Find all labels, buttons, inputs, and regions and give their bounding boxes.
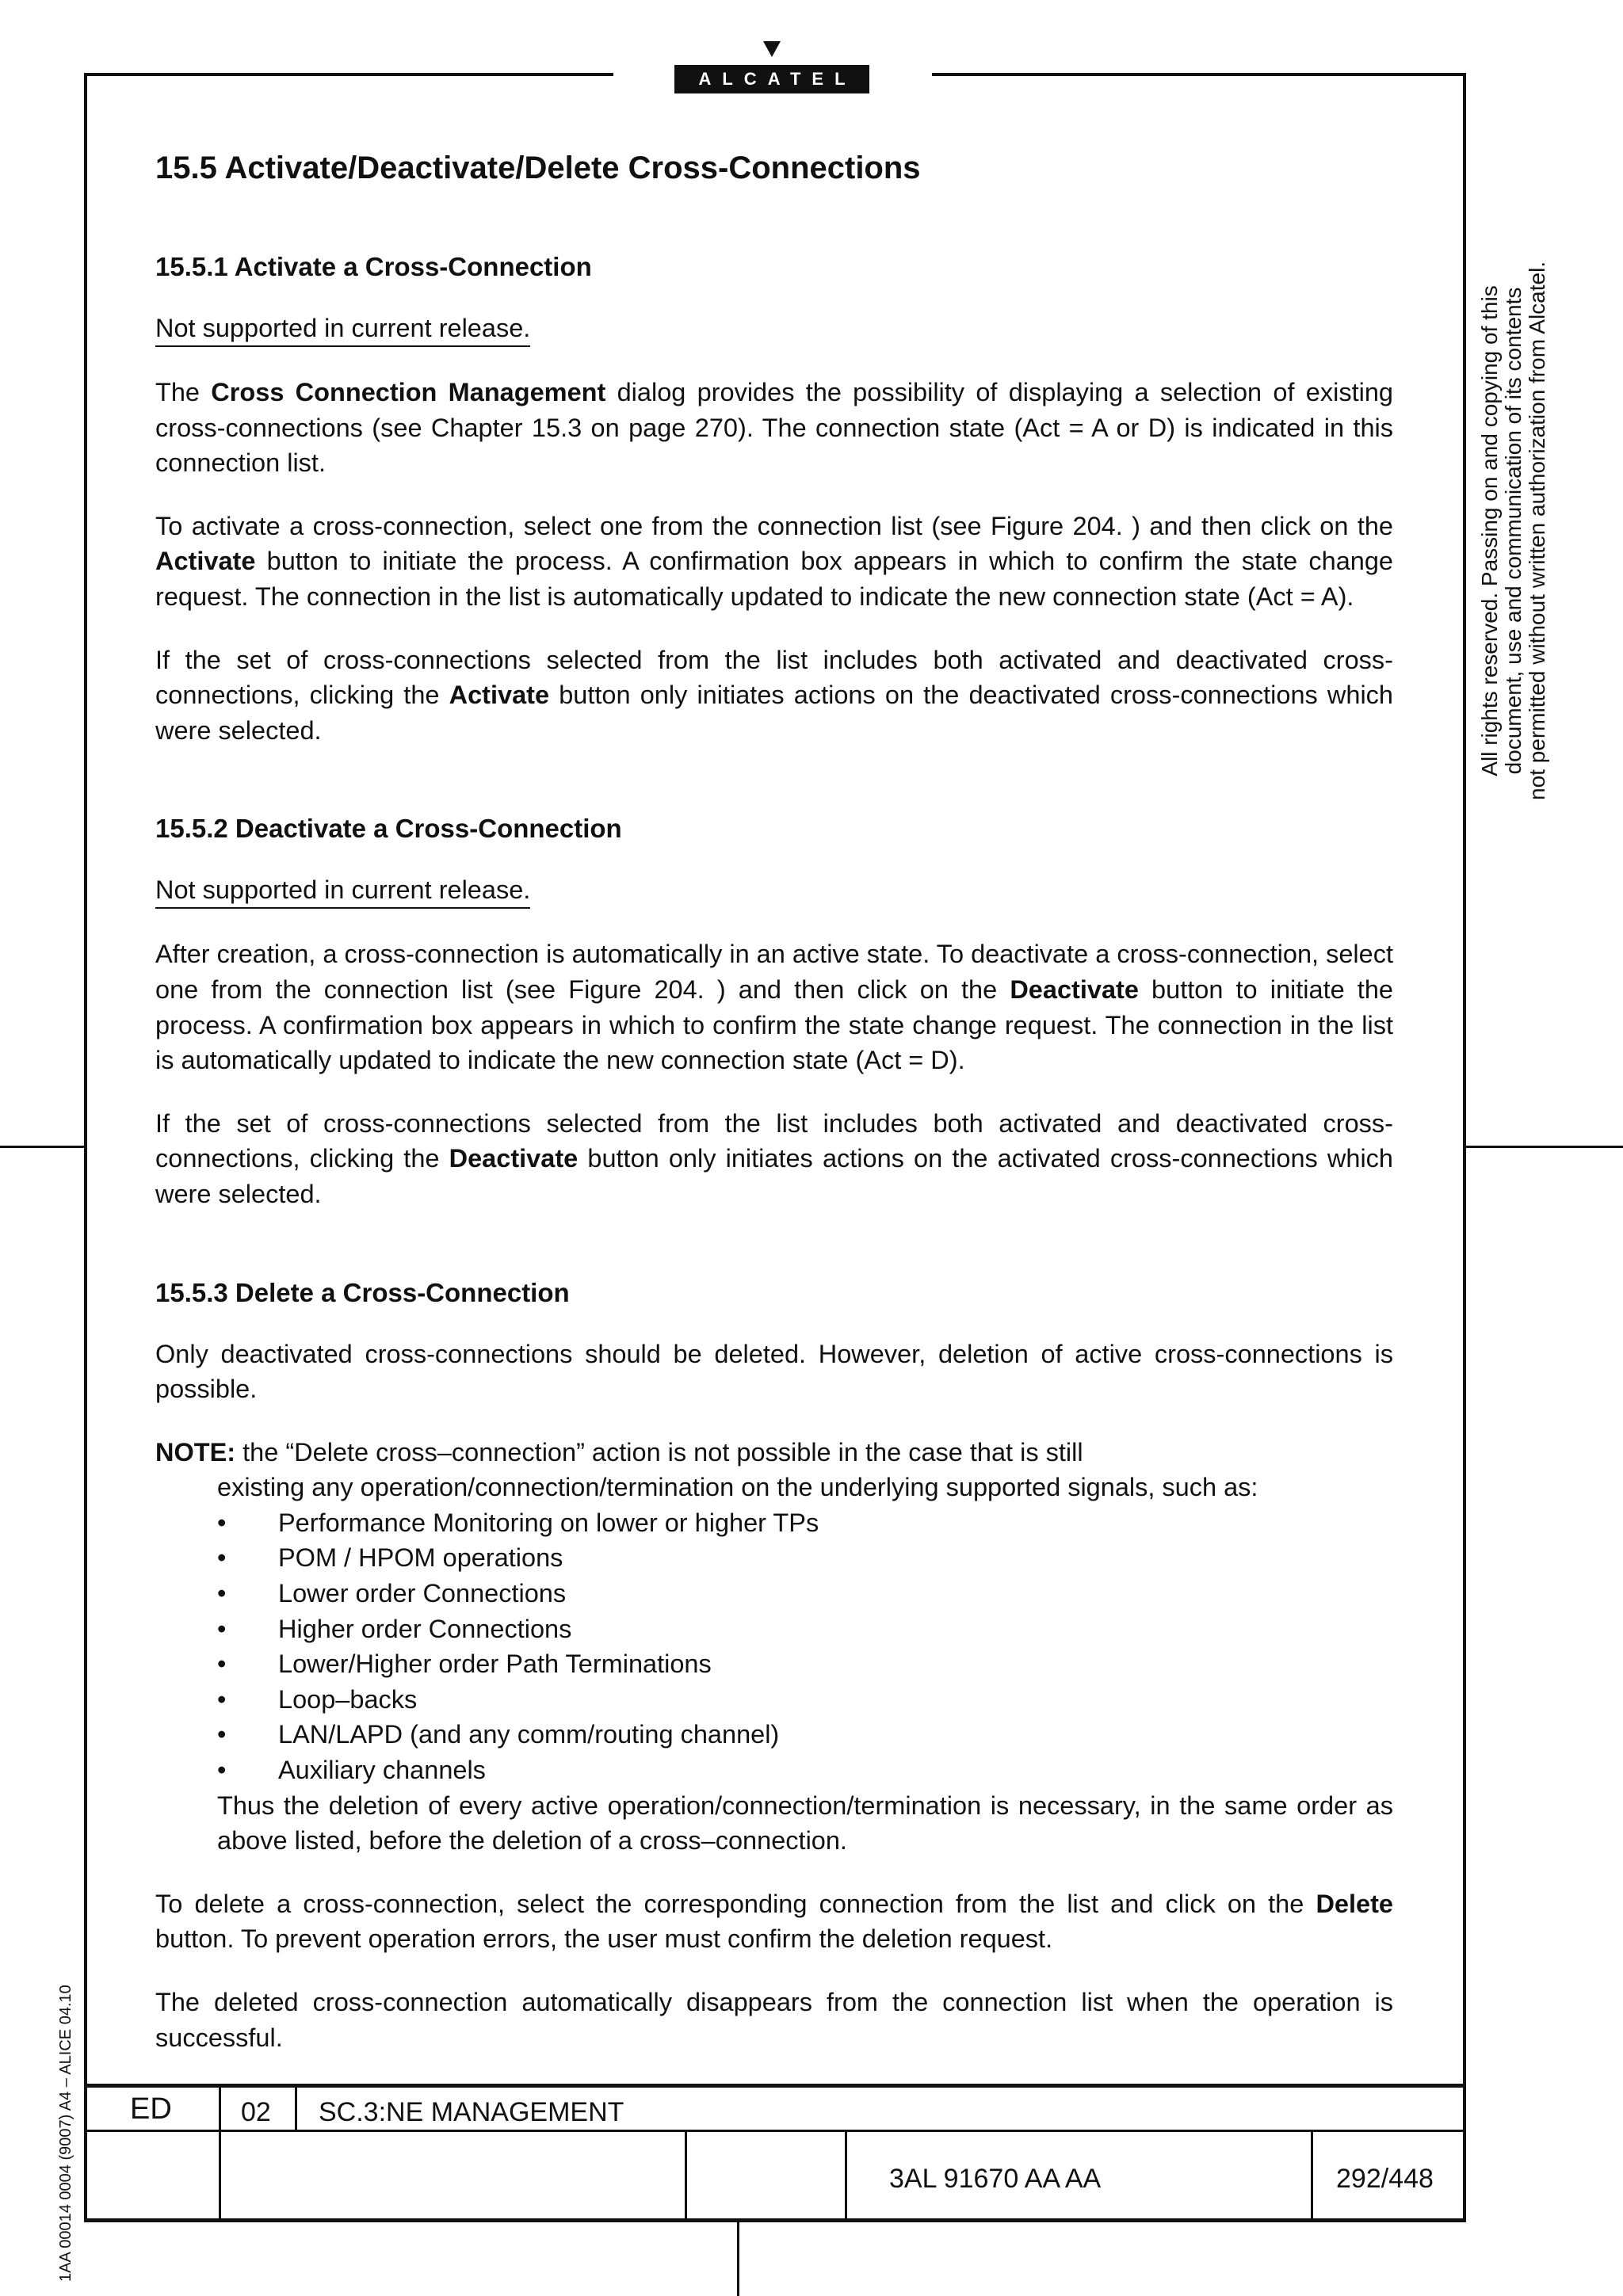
heading-delete: 15.5.3 Delete a Cross-Connection [155, 1277, 570, 1307]
not-supported-note-activate: Not supported in current release. [155, 311, 530, 347]
logo-text: ALCATEL [698, 69, 857, 89]
chapter-title: SC.3:NE MANAGEMENT [319, 2097, 624, 2127]
paragraph-delete-1: Only deactivated cross-connections should be deleted. However, deletion of active cross-connections is possible. [155, 1339, 1393, 1404]
paragraph-deactivate-1: After creation, a cross-connection is automatically in an active state. To deactivate a cross-connection, select one from the connection list (see Figure 204. ) and then click on the Deactivate button to initiate the process. A confirmation box appears in which to confirm the state change request. The connection in the list is automatically updated to indicate the new connection state (Act = D). [155, 940, 1393, 1075]
paragraph-activate-2: To activate a cross-connection, select one from the connection list (see Figure 204. ) and then click on the Activate button to initiate the process. A confirmation box appears in which to confirm the state change request. The connection in the list is automatically updated to indicate the new connection state (Act = A). [155, 511, 1393, 611]
paragraph-deactivate-2: If the set of cross-connections selected from the list includes both activated and deactivated cross-connections, clicking the Deactivate button only initiates actions on the activated cross-connections which were selected. [155, 1108, 1393, 1208]
bullet-icon: • [217, 1508, 227, 1537]
heading-deactivate: 15.5.2 Deactivate a Cross-Connection [155, 814, 622, 844]
margin-tick-right [1466, 1146, 1623, 1148]
list-item: • Lower order Connections [155, 1576, 1393, 1611]
note-end: Thus the deletion of every active operation/connection/termination is necessary, in the same order as above listed, before the deletion of a cross–connection. [217, 1791, 1393, 1855]
bullet-icon: • [217, 1614, 227, 1643]
margin-tick-left [0, 1146, 84, 1148]
frame-left [84, 73, 87, 2222]
frame-top-left [84, 73, 613, 76]
bullet-icon: • [217, 1756, 227, 1785]
page-number: 292/448 [1336, 2164, 1434, 2194]
paragraph-delete-3: The deleted cross-connection automatically disappears from the connection list when the operation is successful. [155, 1988, 1393, 2052]
alcatel-logo [674, 65, 869, 93]
list-item: • POM / HPOM operations [155, 1540, 1393, 1576]
list-item: • Lower/Higher order Path Terminations [155, 1646, 1393, 1682]
not-supported-note-deactivate: Not supported in current release. [155, 872, 530, 909]
bullet-icon: • [217, 1579, 227, 1608]
alcatel-logo-triangle-icon [763, 41, 781, 57]
note-first-line: NOTE: the “Delete cross–connection” action is not possible in the case that is still [155, 1437, 1083, 1466]
prerequisite-list [155, 1505, 1393, 1788]
copyright-margin-note: All rights reserved. Passing on and copying of this document, use and communication of its contents not permitted without written authorization from Alcatel. [1477, 261, 1549, 800]
note-block [155, 1435, 1393, 1859]
note-continuation: existing any operation/connection/termination on the underlying supported signals, such as: [217, 1473, 1258, 1502]
paragraph-activate-3: If the set of cross-connections selected from the list includes both activated and deactivated cross-connections, clicking the Activate button only initiates actions on the deactivated cross-connections which were selected. [155, 645, 1393, 745]
list-item: • Loop–backs [155, 1682, 1393, 1718]
bullet-icon: • [217, 1720, 227, 1749]
ed-value: 02 [241, 2097, 271, 2127]
bullet-icon: • [217, 1543, 227, 1573]
ed-label: ED [130, 2092, 172, 2126]
list-item: • Performance Monitoring on lower or higher TPs [155, 1505, 1393, 1541]
bullet-icon: • [217, 1684, 227, 1714]
main-content [155, 143, 1393, 2083]
list-item: • Auxiliary channels [155, 1753, 1393, 1788]
paragraph-activate-1: The Cross Connection Management dialog provides the possibility of displaying a selection of existing cross-connections (see Chapter 15.3 on page 270). The connection state (Act = A or D) is indicated in this connection list. [155, 378, 1393, 478]
list-item: • Higher order Connections [155, 1611, 1393, 1647]
bullet-icon: • [217, 1650, 227, 1679]
document-reference: 3AL 91670 AA AA [889, 2164, 1102, 2194]
paragraph-delete-2: To delete a cross-connection, select the corresponding connection from the list and click on the Delete button. To prevent operation errors, the user must confirm the deletion request. [155, 1889, 1393, 1954]
heading-activate: 15.5.1 Activate a Cross-Connection [155, 252, 592, 281]
frame-top-right [932, 73, 1466, 76]
document-code: 1AA 00014 0004 (9007) A4 – ALICE 04.10 [57, 1985, 74, 2282]
list-item: • LAN/LAPD (and any comm/routing channel) [155, 1717, 1393, 1753]
section-title: 15.5 Activate/Deactivate/Delete Cross-Connections [155, 151, 921, 185]
